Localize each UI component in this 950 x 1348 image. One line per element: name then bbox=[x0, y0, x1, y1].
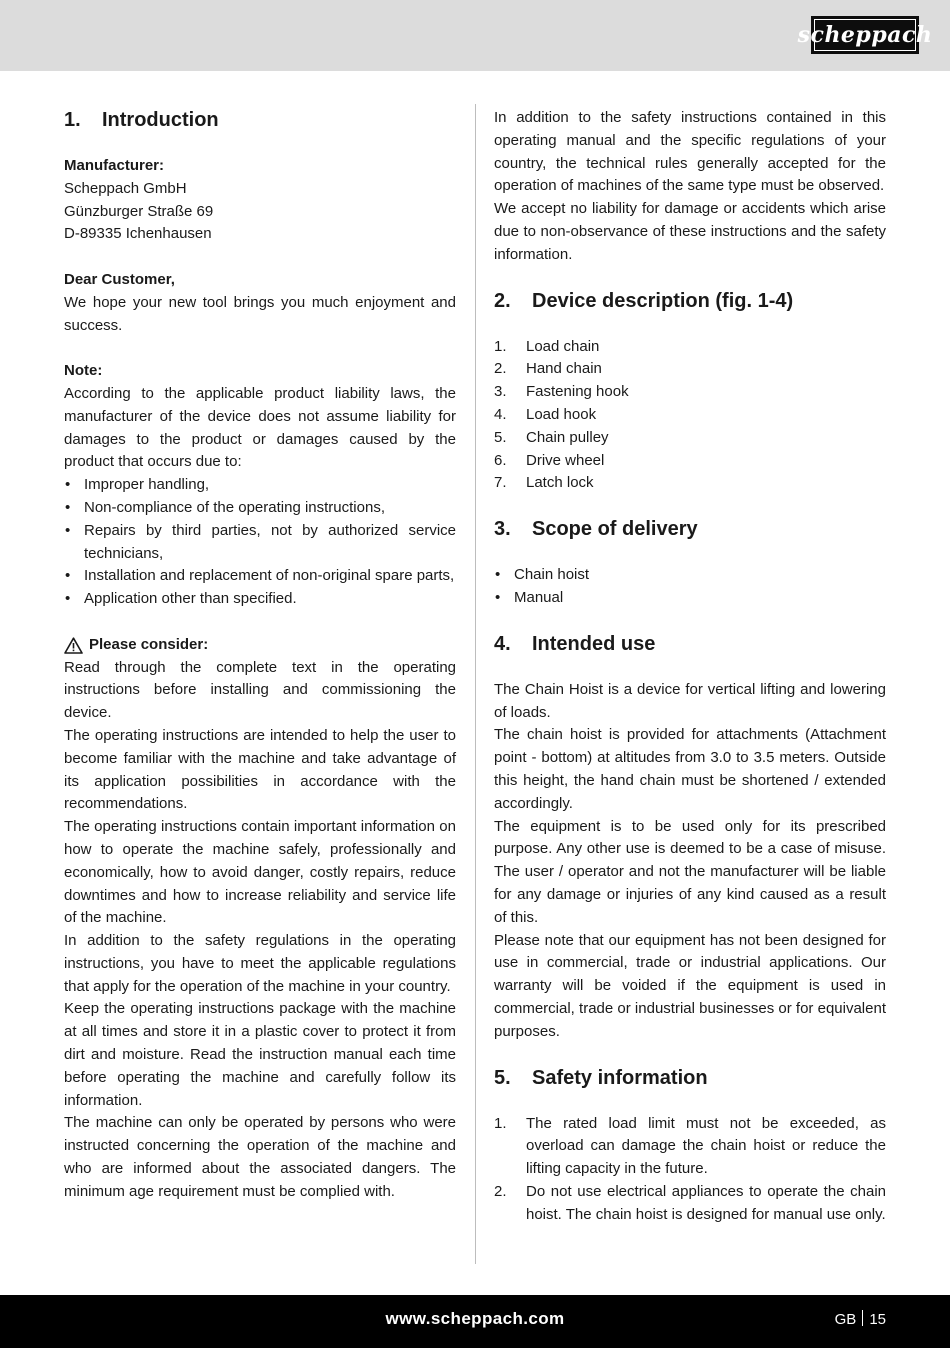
consider-paragraph: The operating instructions contain important information on how to operate the machine safely, professionally and economically, how to avoid danger, costly repairs, reduce downtimes and how to increase reliability and service life of the machine. bbox=[64, 818, 456, 927]
note-label: Note: bbox=[64, 362, 103, 380]
section-1-heading: 1. Introduction bbox=[64, 109, 219, 131]
language-code: GB bbox=[834, 1311, 857, 1328]
list-item: 2. Hand chain bbox=[494, 360, 602, 378]
list-item: 4. Load hook bbox=[494, 405, 597, 423]
website-url: www.scheppach.com bbox=[385, 1309, 565, 1328]
list-item: 6. Drive wheel bbox=[494, 451, 605, 469]
intended-use-paragraph: The chain hoist is provided for attachments (Attachment point - bottom) at altitudes from 3.0 to 3.5 meters. Outside this height, the hand chain must be shortened / extended accordingly. bbox=[494, 726, 886, 812]
warning-triangle-icon bbox=[64, 637, 83, 654]
page-indicator bbox=[835, 1310, 886, 1328]
list-item: 1. Load chain bbox=[494, 337, 600, 355]
consider-paragraph: The operating instructions are intended to help the user to become familiar with the machine and take advantage of its application possibilities in accordance with the recommendations. bbox=[64, 726, 456, 813]
scheppach-logo: scheppach bbox=[811, 16, 919, 54]
right-column bbox=[494, 107, 886, 1226]
manufacturer-label: Manufacturer: bbox=[64, 157, 165, 174]
section-5-heading: 5. Safety information bbox=[494, 1066, 708, 1089]
dear-customer-label: Dear Customer, bbox=[64, 270, 175, 288]
intended-use-paragraph: The Chain Hoist is a device for vertical lifting and lowering of loads. bbox=[494, 680, 886, 721]
intended-use-paragraph: The equipment is to be used only for its prescribed purpose. Any other use is deemed to be a case of misuse. The user / operator and not the manufacturer will be liable for any damage or injuries of any kind caused as a result of this. bbox=[494, 817, 886, 926]
please-consider-heading: Please consider: bbox=[64, 634, 456, 657]
left-column bbox=[64, 107, 456, 1204]
list-item: 2. Do not use electrical appliances to operate the chain hoist. The chain hoist is designed for manual use only. bbox=[494, 1182, 886, 1223]
section-2-heading: 2. Device description (fig. 1-4) bbox=[494, 289, 794, 312]
intended-use-paragraph: Please note that our equipment has not been designed for use in commercial, trade or industrial applications. Our warranty will be voided if the equipment is used in commercial, trade or industrial businesses or for equivalent purposes. bbox=[494, 931, 886, 1040]
consider-paragraph: Read through the complete text in the operating instructions before installing and commissioning the device. bbox=[64, 658, 456, 722]
dear-customer-text: We hope your new tool brings you much enjoyment and success. bbox=[64, 293, 456, 334]
list-item: • Application other than specified. bbox=[65, 590, 297, 608]
section-3-heading: 3. Scope of delivery bbox=[494, 518, 698, 541]
note-bullet-list bbox=[64, 474, 456, 611]
address-line: Scheppach GmbH bbox=[64, 179, 187, 197]
page-number: 15 bbox=[869, 1311, 886, 1328]
consider-paragraph: In addition to the safety regulations in the operating instructions, you have to meet the applicable regulations that apply for the operation of the machine in your country. bbox=[64, 932, 456, 995]
safety-list bbox=[494, 1113, 886, 1227]
list-item: • Repairs by third parties, not by authorized service technicians, bbox=[65, 521, 456, 562]
address-line: D-89335 Ichenhausen bbox=[64, 225, 212, 243]
header-bar bbox=[0, 0, 950, 71]
consider-paragraph: The machine can only be operated by persons who were instructed concerning the operation of the machine and who are informed about the associated dangers. The minimum age requirement must be complied with. bbox=[64, 1114, 456, 1200]
list-item: 7. Latch lock bbox=[494, 474, 594, 492]
device-parts-list bbox=[494, 336, 886, 496]
list-item: 5. Chain pulley bbox=[494, 428, 609, 446]
address-line: Günzburger Straße 69 bbox=[64, 202, 214, 220]
list-item: • Manual bbox=[495, 588, 564, 606]
list-item: • Installation and replacement of non-original spare parts, bbox=[65, 567, 455, 585]
column-divider bbox=[475, 104, 476, 1264]
list-item: 3. Fastening hook bbox=[494, 383, 629, 401]
list-item: • Non-compliance of the operating instructions, bbox=[65, 498, 385, 516]
consider-paragraph: Keep the operating instructions package with the machine at all times and store it in a plastic cover to protect it from dirt and moisture. Read the instruction manual each time before operating the machine and carefully follow its information. bbox=[64, 1000, 456, 1109]
section-4-heading: 4. Intended use bbox=[494, 632, 656, 655]
list-item: 1. The rated load limit must not be exceeded, as overload can damage the chain hoist or reduce the lifting capacity in the future. bbox=[494, 1114, 886, 1178]
intro-paragraph: We accept no liability for damage or accidents which arise due to non-observance of these instructions and the safety information. bbox=[494, 200, 886, 263]
list-item: • Chain hoist bbox=[495, 566, 590, 584]
footer-bar bbox=[0, 1295, 950, 1348]
list-item: • Improper handling, bbox=[65, 476, 210, 494]
note-text: According to the applicable product liability laws, the manufacturer of the device does not assume liability for damages to the product or damages caused by the product that occurs due to: bbox=[64, 384, 456, 471]
intro-paragraph: In addition to the safety instructions contained in this operating manual and the specific regulations of your country, the technical rules generally accepted for the operation of machines of the same type must be observed. bbox=[494, 109, 886, 195]
delivery-list bbox=[494, 564, 886, 610]
